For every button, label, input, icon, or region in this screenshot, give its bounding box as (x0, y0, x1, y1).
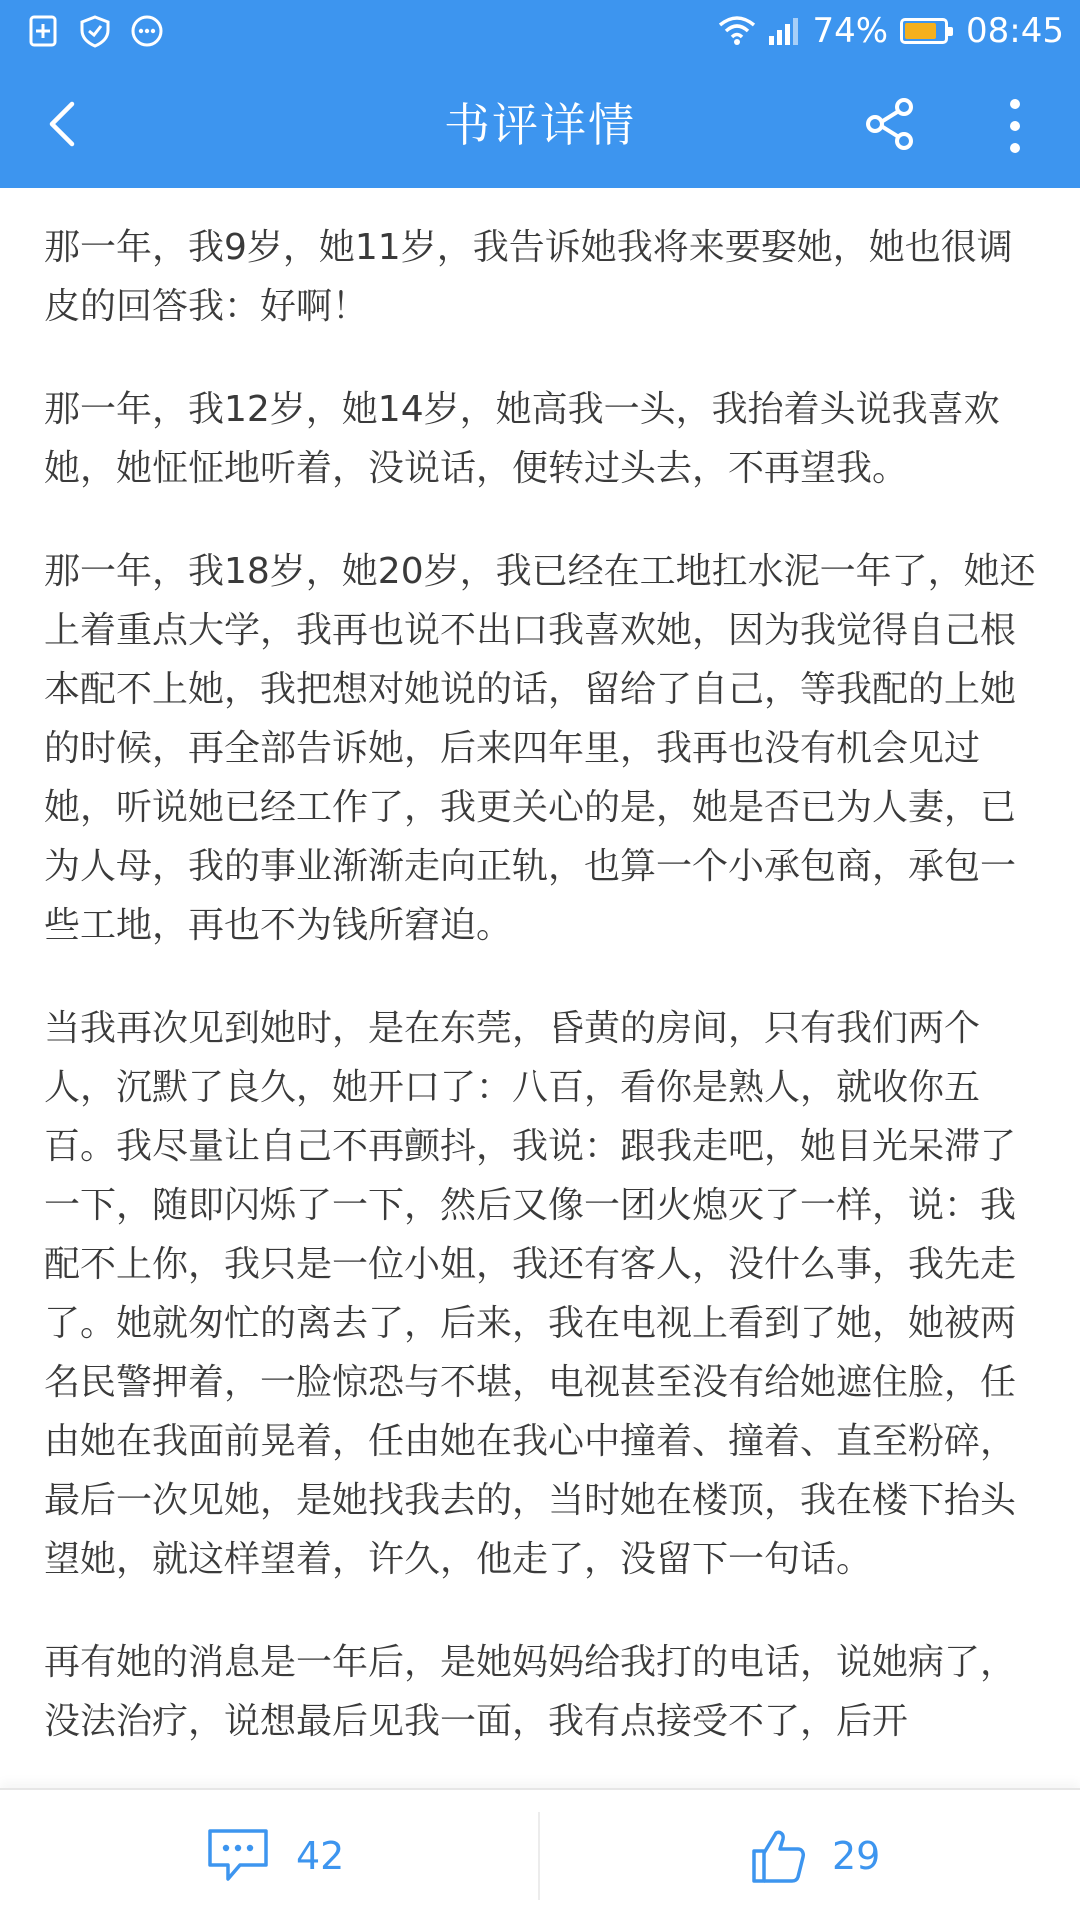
signal-icon (768, 16, 800, 46)
review-paragraph: 再有她的消息是一年后，是她妈妈给我打的电话，说她病了，没法治疗，说想最后见我一面，我有点接受不了，后开 (44, 1642, 1017, 1742)
battery-icon (900, 18, 948, 44)
share-button[interactable] (858, 92, 922, 156)
review-paragraph: 当我再次见到她时，是在东莞，昏黄的房间，只有我们两个人，沉默了良久，她开口了：八百，看你是熟人，就收你五百。我尽量让自己不再颤抖，我说：跟我走吧，她目光呆滞了一下，随即闪烁了一下，然后又像一团火熄灭了一样，说：我配不上你，我只是一位小姐，我还有客人，没什么事，我先走了。她就匆忙的离去了，后来，我在电视上看到了她，她被两名民警押着，一脸惊恐与不堪，电视甚至没有给她遮住脸，任由她在我面前晃着，任由她在我心中撞着、撞着、直至粉碎，最后一次见她，是她找我去的，当时她在楼顶，我在楼下抬头望她，就这样望着，许久，他走了，没留下一句话。 (44, 1008, 1017, 1580)
thumbs-up-icon (750, 1827, 806, 1885)
review-paragraph: 那一年，我12岁，她14岁，她高我一头，我抬着头说我喜欢她，她怔怔地听着，没说话，便转过头去，不再望我。 (44, 389, 1000, 489)
more-options-button[interactable] (990, 86, 1040, 166)
battery-percent: 74% (812, 11, 889, 51)
status-bar (0, 0, 1080, 62)
status-time: 08:45 (966, 11, 1064, 51)
wifi-icon (718, 16, 756, 46)
shield-icon (78, 14, 112, 48)
page-title: 书评详情 (444, 98, 636, 152)
like-count: 29 (832, 1834, 881, 1878)
status-icons-right (718, 6, 1064, 56)
bottom-action-bar (0, 1788, 1080, 1922)
comment-bubble-icon (206, 1827, 270, 1885)
chat-bubble-icon (130, 14, 164, 48)
like-button[interactable] (750, 1790, 880, 1922)
status-icons-left (26, 14, 164, 48)
comment-button[interactable] (206, 1790, 344, 1922)
comment-count: 42 (296, 1834, 345, 1878)
more-vertical-icon (1009, 96, 1021, 156)
sim-card-icon (26, 14, 60, 48)
review-paragraph: 那一年，我18岁，她20岁，我已经在工地扛水泥一年了，她还上着重点大学，我再也说不出口我喜欢她，因为我觉得自己根本配不上她，我把想对她说的话，留给了自己，等我配的上她的时候，再全部告诉她，后来四年里，我再也没有机会见过她，听说她已经工作了，我更关心的是，她是否已为人妻，已为人母，我的事业渐渐走向正轨，也算一个小承包商，承包一些工地，再也不为钱所窘迫。 (44, 551, 1036, 946)
review-paragraph: 那一年，我9岁，她11岁，我告诉她我将来要娶她，她也很调皮的回答我：好啊！ (44, 227, 1013, 327)
app-header (0, 0, 1080, 188)
action-divider (538, 1812, 540, 1900)
battery-level (905, 23, 936, 39)
share-icon (863, 97, 917, 151)
navigation-bar (0, 62, 1080, 188)
review-content[interactable] (0, 188, 1080, 1788)
